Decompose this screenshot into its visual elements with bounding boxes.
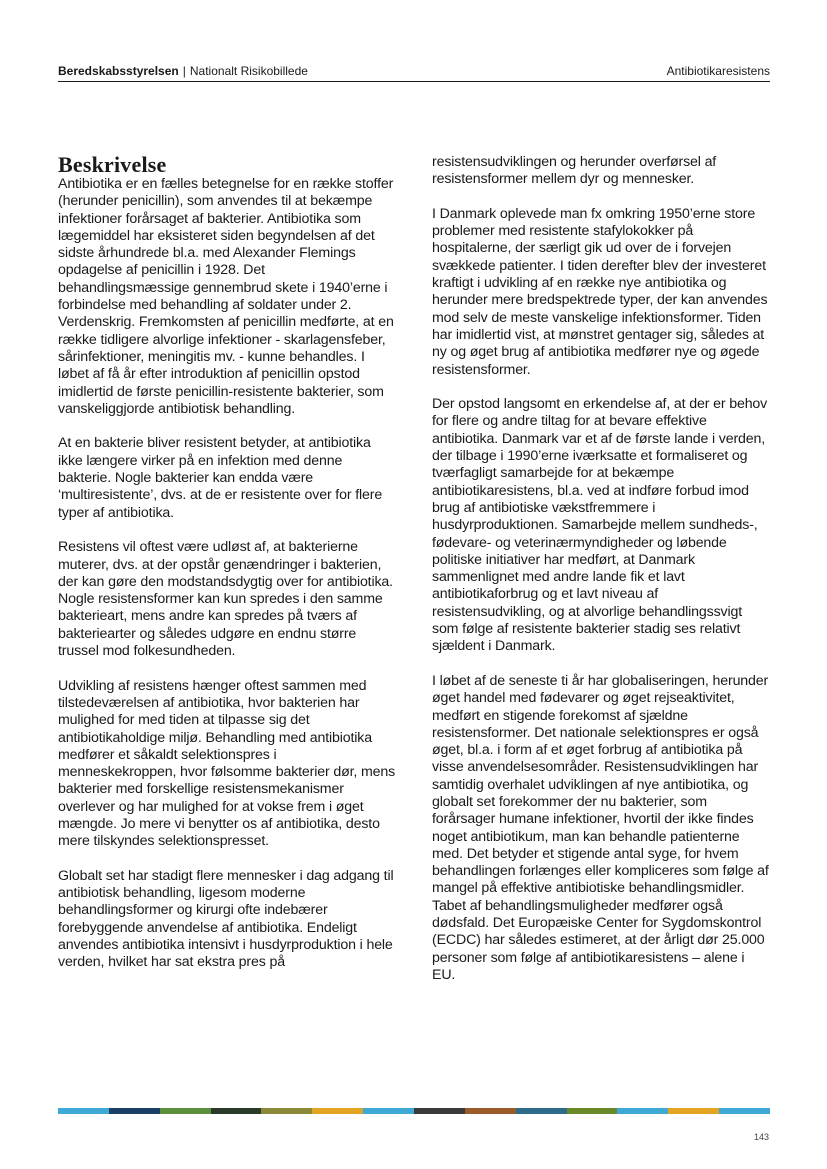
paragraph: I løbet af de seneste ti år har globaliseringen, herunder øget handel med fødevarer og øget rejseaktivitet, medført en stigende forekomst af sjældne resistensformer. Det nationale selektionspres er også øget, bl.a. i form af et øget forbrug af antibiotika på visse anvendelsesområder. Resistensudviklingen har samtidig overhalet udviklingen af nye antibiotika, og globalt set forekommer der nu bakterier, som forårsager humane infektioner, hvortil der ikke findes noget antibiotikum, man kan behandle patienterne med. Det betyder et stigende antal syge, for hvem behandlingen forlænges eller kompliceres som følge af mangel på effektive antibiotiske behandlingsmidler.: [432, 672, 769, 897]
footer-bar-segment: [465, 1108, 516, 1114]
header-separator: |: [182, 64, 186, 78]
paragraph: Antibiotika er en fælles betegnelse for en række stoffer (herunder penicillin), som anvendes til at bekæmpe infektioner forårsaget af bakterier. Antibiotika som lægemiddel har eksisteret siden begyndelsen af det sidste århundrede bl.a. med Alexander Flemings opdagelse af penicillin i 1928. Det behandlingsmæssige gennembrud skete i 1940’erne i forbindelse med behandling af soldater under 2. Verdenskrig. Fremkomsten af penicillin medførte, at en række tidligere alvorlige infektioner - skarlagensfeber, sårinfektioner, meningitis mv. - kunne behandles. I løbet af få år efter introduktion af penicillin opstod imidlertid de første penicillin-resistente bakterier, som vanskeliggjorde antibiotisk behandling.: [58, 176, 394, 417]
header-publication: Nationalt Risikobillede: [189, 64, 308, 78]
paragraph: Globalt set har stadigt flere mennesker i dag adgang til antibiotisk behandling, ligesom moderne behandlingsformer og kirurgi ofte indebærer forebyggende anvendelse af antibiotika. Endeligt anvendes antibiotika intensivt i husdyrproduktion i hele verden, hvilket har sat ekstra pres på: [58, 867, 394, 971]
left-column: [58, 152, 396, 989]
paragraph: Der opstod langsomt en erkendelse af, at der er behov for flere og andre tiltag for at bevare effektive antibiotika. Danmark var et af de første lande i verden, der tilbage i 1990’erne iværksatte et formaliseret og tværfagligt samarbejde for at bekæmpe antibiotikaresistens, bl.a. ved at indføre forbud imod brug af antibiotiske vækstfremmere i husdyrproduktionen. Samarbejde mellem sundheds-, fødevare- og veterinærmyndigheder og løbende politiske initiativer har medført, at Danmark sammenlignet med andre lande fik et lavt antibiotikaforbrug og et lavt niveau af resistensudvikling, og at alvorlige behandlingssvigt som følge af resistente bakterier stadig ses relativt sjældent i Danmark.: [432, 396, 768, 655]
footer-bar-segment: [211, 1108, 262, 1114]
footer-bar-segment: [516, 1108, 567, 1114]
footer-bar-segment: [58, 1108, 109, 1114]
paragraph: Resistens vil oftest være udløst af, at bakterierne muterer, dvs. at der opstår genændringer i bakterien, der kan gøre den modstandsdygtig over for antibiotika. Nogle resistensformer kan kun spredes i den samme bakterieart, mens andre kan spredes på tværs af bakteriearter og således udgøre en endnu større trussel mod folkesundheden.: [58, 539, 393, 660]
running-header: [58, 64, 770, 82]
footer-bar-segment: [668, 1108, 719, 1114]
section-heading: Beskrivelse: [58, 152, 167, 177]
paragraph: Udvikling af resistens hænger oftest sammen med tilstedeværelsen af antibiotika, hvor bakterien har mulighed for med tiden at tilpasse sig det antibiotikaholdige miljø. Behandling med antibiotika medfører et såkaldt selektionspres i menneskekroppen, hvor følsomme bakterier dør, mens bakterier med forskellige resistensmekanismer overlever og har mulighed for at vokse frem i øget mængde. Jo mere vi benytter os af antibiotika, desto mere tilskyndes selektionspresset.: [58, 677, 396, 850]
footer-bar-segment: [414, 1108, 465, 1114]
footer-bar-segment: [719, 1108, 770, 1114]
footer-color-bar: [58, 1108, 770, 1114]
header-organization: Beredskabsstyrelsen: [58, 64, 179, 78]
paragraph: I Danmark oplevede man fx omkring 1950’erne store problemer med resistente stafylokokker på hospitalerne, der særligt gik ud over de i forvejen svækkede patienter. I tiden derefter blev der investeret kraftigt i udvikling af en række nye antibiotika og herunder mere bredspektrede typer, der kan anvendes mod selv de meste vanskelige infektionsformer. Tiden har imidlertid vist, at mønstret gentager sig, således at ny og øget brug af antibiotika medfører nye og øgede resistensformer.: [432, 205, 768, 378]
header-rule: [58, 81, 770, 82]
footer-bar-segment: [261, 1108, 312, 1114]
footer-bar-segment: [567, 1108, 618, 1114]
header-section-title: Antibiotikaresistens: [666, 64, 770, 78]
footer-bar-segment: [109, 1108, 160, 1114]
footer-bar-segment: [363, 1108, 414, 1114]
paragraph: resistensudviklingen og herunder overførsel af resistensformer mellem dyr og mennesker.: [432, 154, 717, 188]
header-left: [58, 64, 308, 78]
page-number: 143: [753, 1132, 769, 1142]
footer-bar-segment: [312, 1108, 363, 1114]
paragraph: Tabet af behandlingsmuligheder medfører også dødsfald. Det Europæiske Center for Sygdomskontrol (ECDC) har således estimeret, at der årligt dør 25.000 personer som følge af antibiotikaresistens – alene i EU.: [432, 897, 765, 983]
footer-bar-segment: [617, 1108, 668, 1114]
footer-bar-segment: [160, 1108, 211, 1114]
right-column: [432, 154, 770, 1002]
paragraph: At en bakterie bliver resistent betyder, at antibiotika ikke længere virker på en infektion med denne bakterie. Nogle bakterier kan endda være ‘multiresistente’, dvs. at de er resistente over for flere typer af antibiotika.: [58, 435, 383, 521]
